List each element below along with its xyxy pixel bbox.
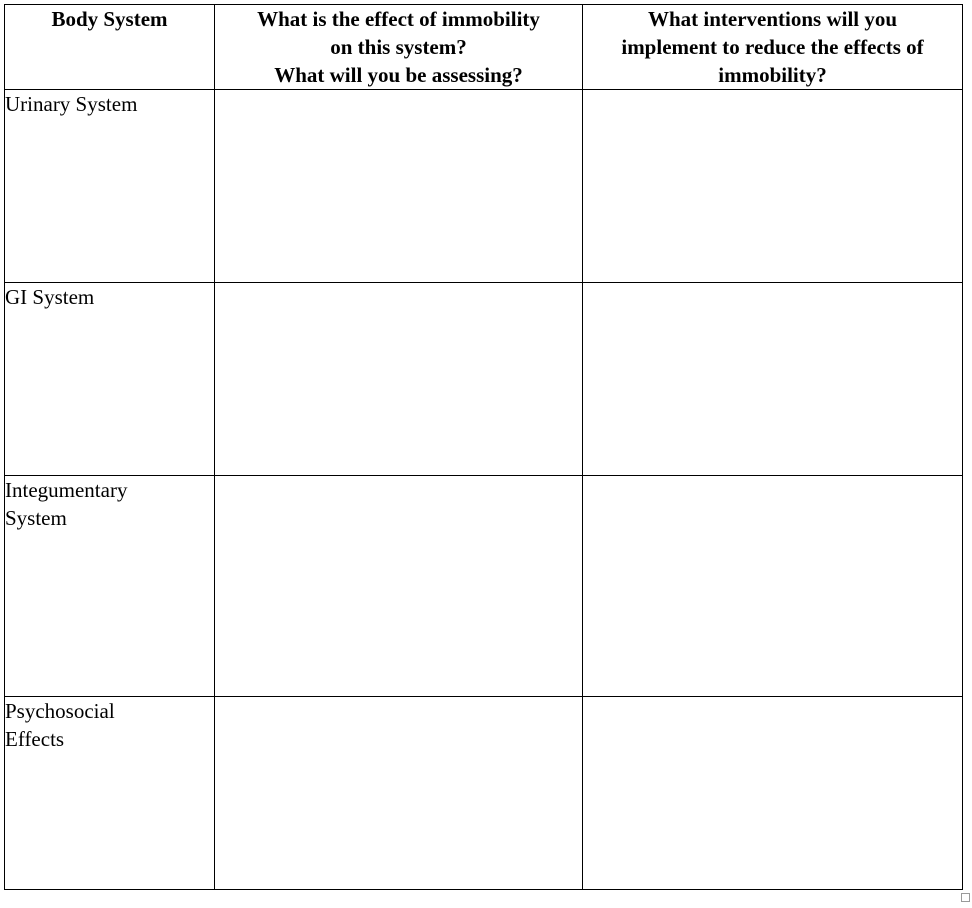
header-row <box>5 5 963 90</box>
row-label-text: GI System <box>5 285 95 309</box>
table-row <box>5 697 963 890</box>
header-body-system <box>5 5 215 90</box>
header-text: What interventions will you <box>647 7 898 31</box>
row-label-text: Integumentary <box>5 478 128 502</box>
row-label-urinary-system <box>5 90 215 283</box>
row-label-gi-system <box>5 283 215 476</box>
header-text: implement to reduce the effects of <box>621 35 924 59</box>
header-text: immobility? <box>718 63 827 87</box>
row-label-psychosocial-effects <box>5 697 215 890</box>
header-text: What will you be assessing? <box>274 63 523 87</box>
row-label-text: Psychosocial <box>5 699 115 723</box>
row-label-text: Urinary System <box>5 92 138 116</box>
table-row <box>5 283 963 476</box>
header-effect-of-immobility <box>215 5 583 90</box>
effects-answer-cell[interactable] <box>215 90 583 283</box>
header-interventions <box>583 5 963 90</box>
interventions-answer-cell[interactable] <box>583 697 963 890</box>
row-label-text: System <box>5 506 67 530</box>
interventions-answer-cell[interactable] <box>583 283 963 476</box>
effects-answer-cell[interactable] <box>215 283 583 476</box>
header-text: Body System <box>51 7 168 31</box>
interventions-answer-cell[interactable] <box>583 476 963 697</box>
header-text: on this system? <box>330 35 467 59</box>
row-label-integumentary-system <box>5 476 215 697</box>
interventions-answer-cell[interactable] <box>583 90 963 283</box>
table-row <box>5 90 963 283</box>
table-resize-handle[interactable] <box>961 893 970 902</box>
effects-answer-cell[interactable] <box>215 476 583 697</box>
header-text: What is the effect of immobility <box>257 7 540 31</box>
immobility-worksheet-table <box>4 4 963 890</box>
row-label-text: Effects <box>5 727 65 751</box>
table-row <box>5 476 963 697</box>
effects-answer-cell[interactable] <box>215 697 583 890</box>
